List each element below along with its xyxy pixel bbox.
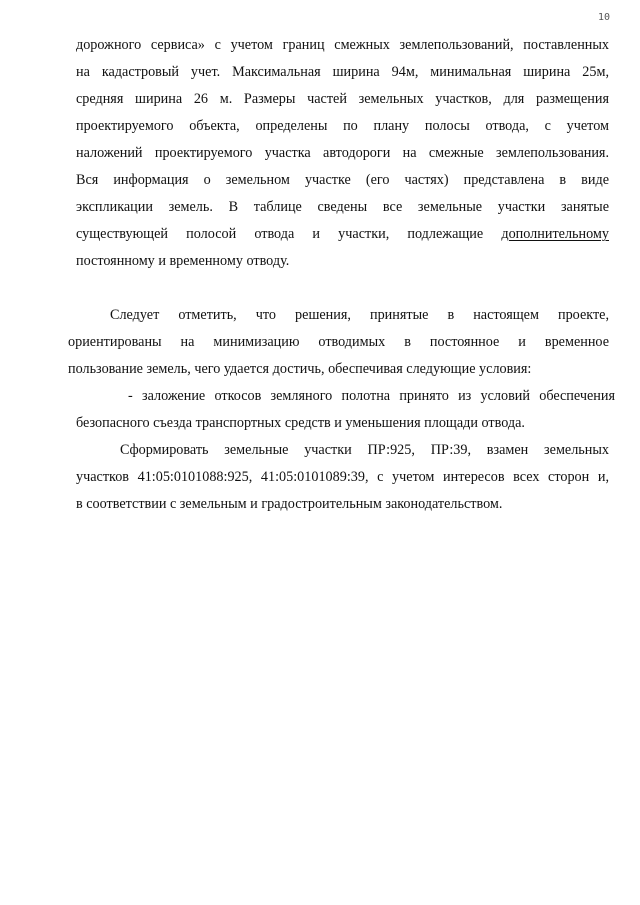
paragraph3-line-1: Сформировать земельные участки ПР:925, ПР:39, взамен земельных: [120, 442, 609, 458]
paragraph1-line-8: [76, 225, 609, 243]
paragraph1-line-4: проектируемого объекта, определены по плану полосы отвода, с учетом: [76, 118, 609, 134]
page-number: 10: [597, 12, 610, 23]
paragraph1-line-5: наложений проектируемого участка автодороги на смежные землепользования.: [76, 145, 609, 161]
paragraph3-line-2: участков 41:05:0101088:925, 41:05:0101089:39, с учетом интересов всех сторон и,: [76, 469, 609, 485]
paragraph2-line-2: ориентированы на минимизацию отводимых в постоянное и временное: [68, 334, 609, 350]
bullet-line-1: - заложение откосов земляного полотна принято из условий обеспечения: [128, 388, 615, 404]
paragraph1-line-7: экспликации земель. В таблице сведены все земельные участки занятые: [76, 199, 609, 215]
paragraph1-line-3: средняя ширина 26 м. Размеры частей земельных участков, для размещения: [76, 91, 609, 107]
paragraph1-line-1: дорожного сервиса» с учетом границ смежных землепользований, поставленных: [76, 37, 609, 53]
paragraph2-line-3: пользование земель, чего удается достичь, обеспечивая следующие условия:: [68, 361, 532, 377]
paragraph3-line-3: в соответствии с земельным и градостроительным законодательством.: [76, 496, 503, 512]
paragraph2-line-1: Следует отметить, что решения, принятые в настоящем проекте,: [110, 307, 609, 323]
bullet-line-2: безопасного съезда транспортных средств и уменьшения площади отвода.: [76, 415, 525, 431]
paragraph1-line-2: на кадастровый учет. Максимальная ширина 94м, минимальная ширина 25м,: [76, 64, 609, 80]
underlined-word: дополнительному: [501, 226, 609, 242]
paragraph1-line-9: постоянному и временному отводу.: [76, 253, 290, 269]
paragraph1-line-6: Вся информация о земельном участке (его частях) представлена в виде: [76, 172, 609, 188]
paragraph1-line-8-text: существующей полосой отвода и участки, подлежащие: [76, 226, 502, 242]
